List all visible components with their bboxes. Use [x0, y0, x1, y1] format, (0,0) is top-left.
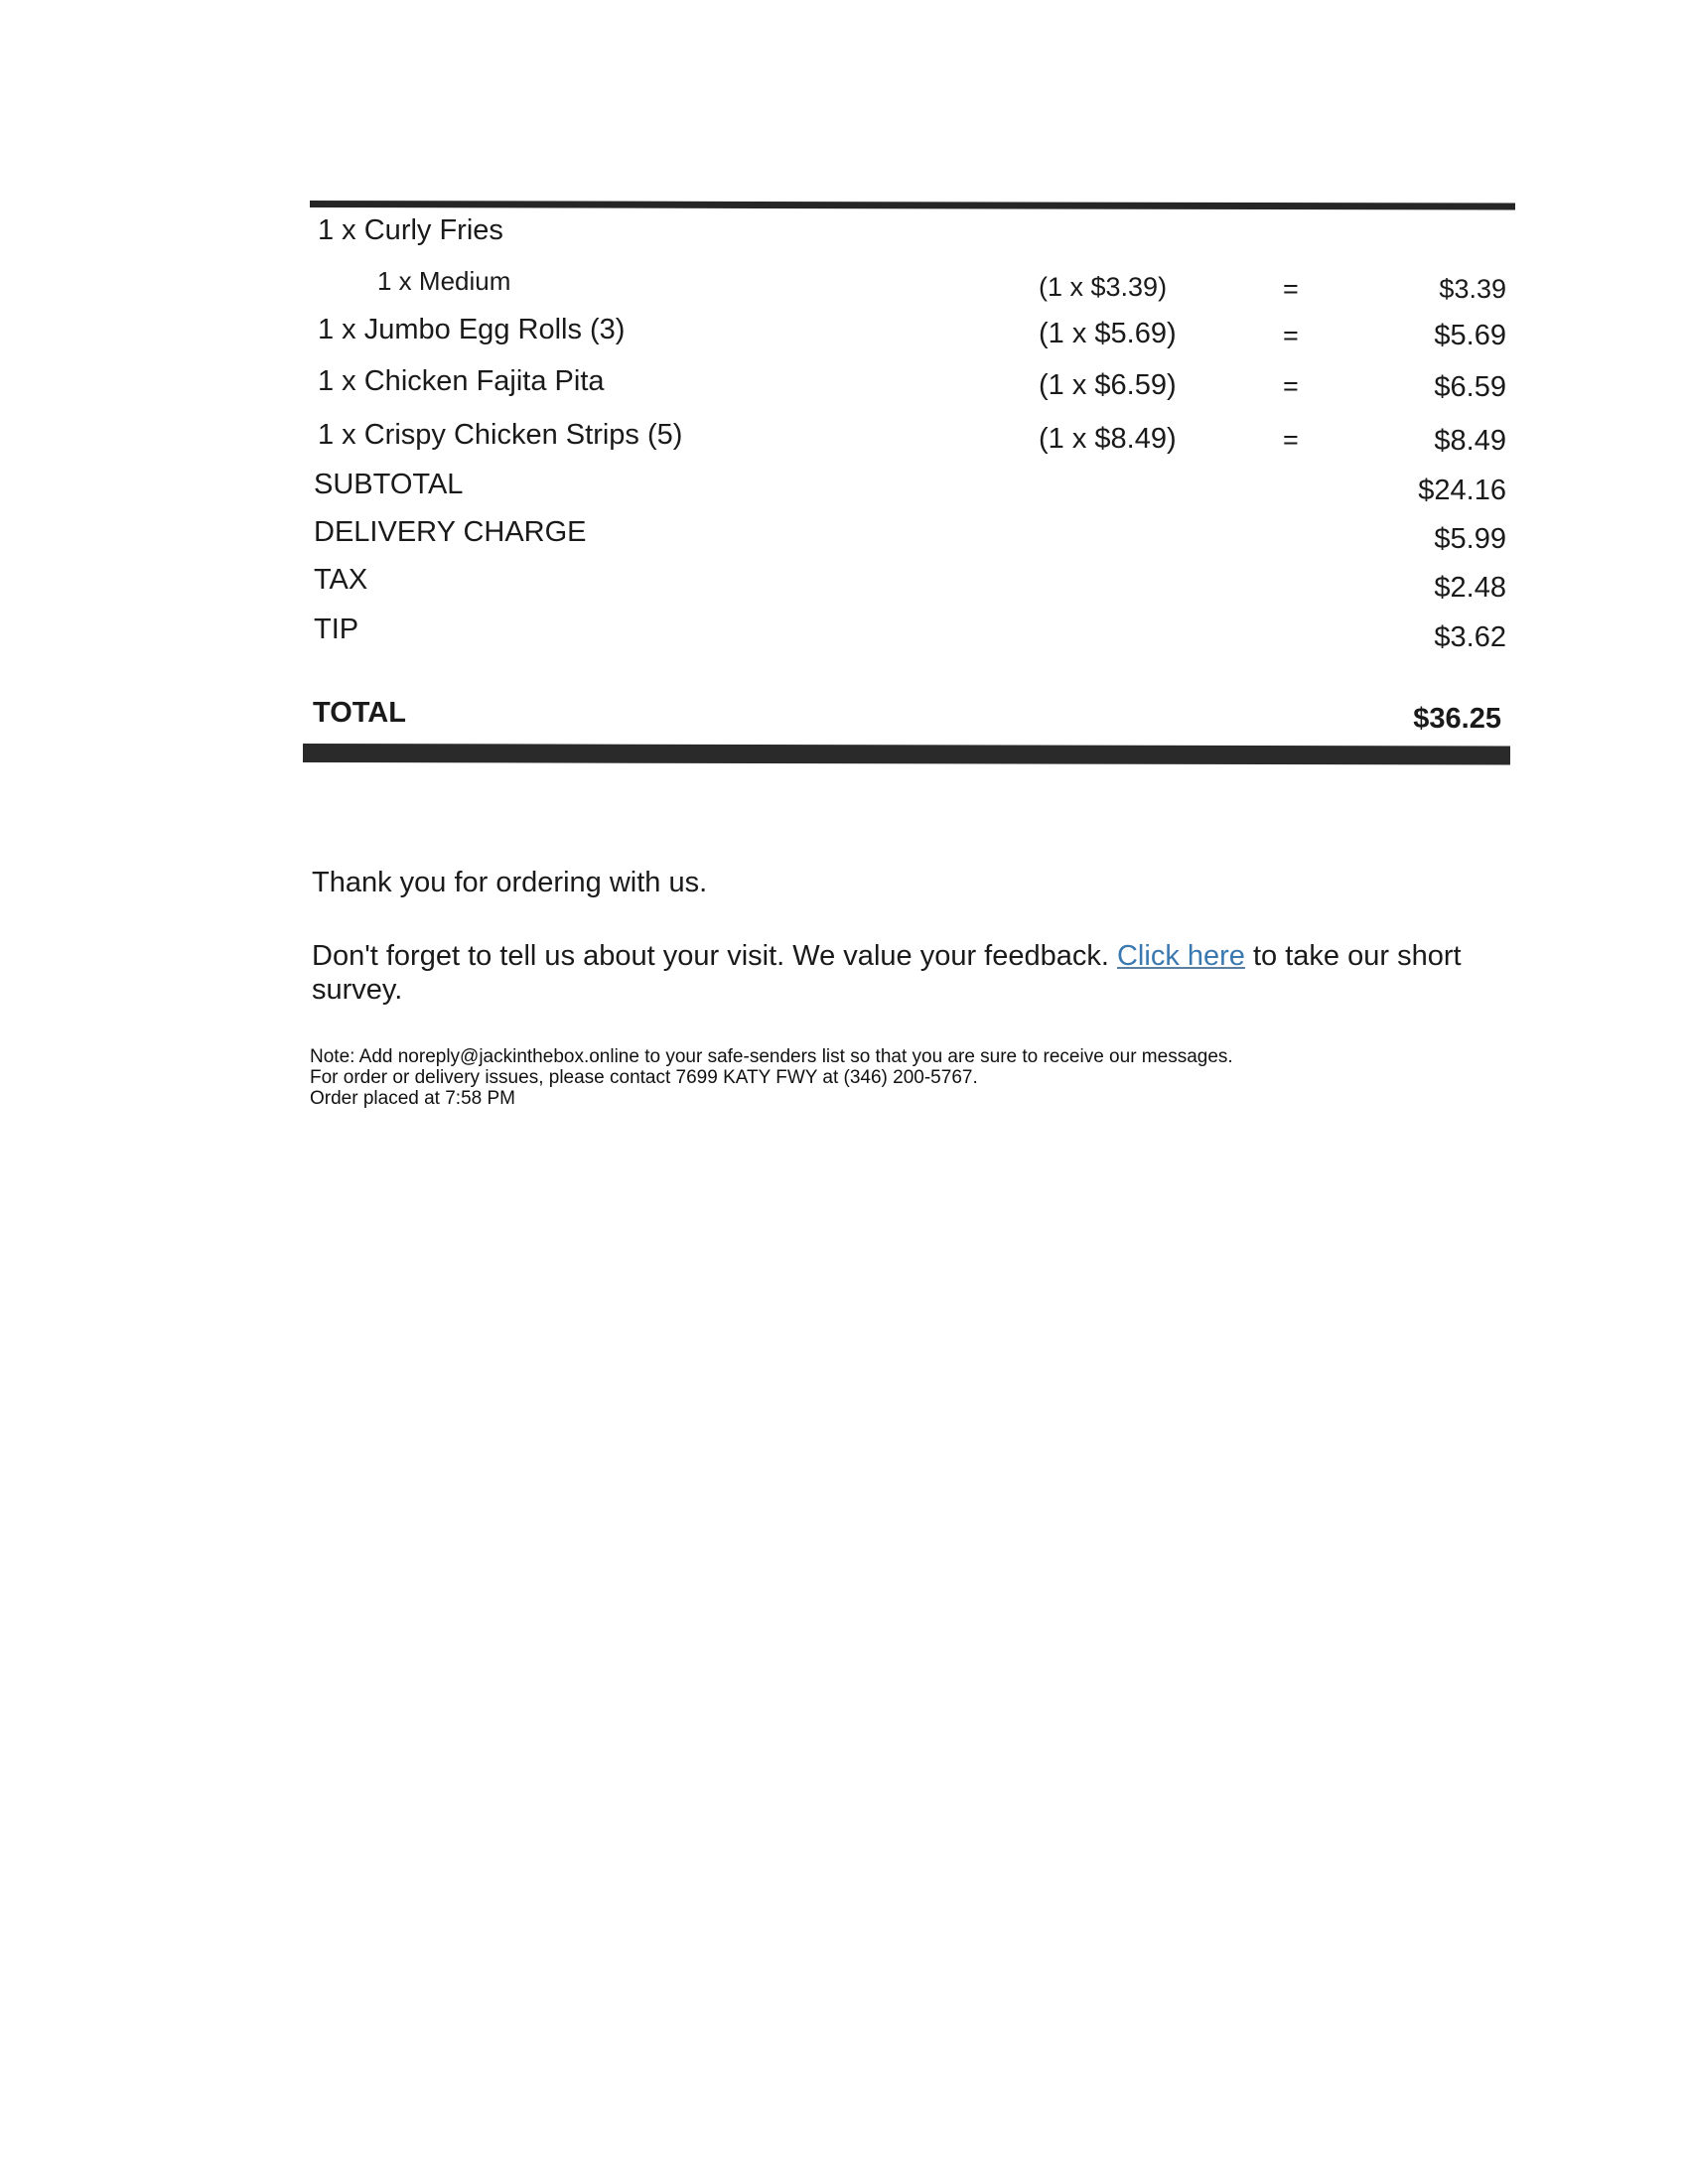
line-item-jumbo-egg-rolls: [0, 314, 1688, 353]
summary-tax: [0, 564, 1688, 604]
item-unit-price: (1 x $6.59): [1039, 369, 1177, 401]
summary-total: [0, 697, 1688, 737]
line-item-crispy-chicken-strips: [0, 419, 1688, 459]
receipt-bottom-rule: [303, 744, 1510, 765]
summary-tip: [0, 614, 1688, 653]
subtotal-label: SUBTOTAL: [314, 469, 464, 500]
delivery-charge-amount: $5.99: [1434, 523, 1506, 555]
total-amount: $36.25: [1413, 703, 1501, 735]
line-item-curly-fries: [0, 214, 1688, 254]
safe-senders-note: Note: Add noreply@jackinthebox.online to your safe-senders list so that you are sure to receive our messages.: [310, 1046, 1233, 1067]
item-unit-price: (1 x $3.39): [1039, 272, 1168, 302]
item-amount: $5.69: [1434, 320, 1506, 351]
tip-amount: $3.62: [1434, 621, 1506, 653]
item-equals: =: [1283, 425, 1299, 455]
item-equals: =: [1283, 274, 1299, 304]
item-equals: =: [1283, 321, 1299, 350]
line-item-medium: [0, 266, 1688, 306]
total-label: TOTAL: [313, 697, 406, 729]
feedback-text-before: Don't forget to tell us about your visit. We value your feedback.: [312, 940, 1117, 972]
item-equals: =: [1283, 371, 1299, 401]
thank-you-message: Thank you for ordering with us.: [312, 867, 708, 898]
order-time-note: Order placed at 7:58 PM: [310, 1088, 515, 1109]
delivery-charge-label: DELIVERY CHARGE: [314, 516, 587, 548]
receipt-top-rule: [310, 201, 1515, 210]
line-item-chicken-fajita-pita: [0, 365, 1688, 405]
item-amount: $3.39: [1439, 274, 1506, 304]
subtotal-amount: $24.16: [1418, 475, 1506, 506]
summary-subtotal: [0, 469, 1688, 508]
feedback-message: [312, 939, 1543, 1007]
item-unit-price: (1 x $8.49): [1039, 423, 1177, 455]
survey-link[interactable]: Click here: [1116, 940, 1245, 972]
tax-label: TAX: [314, 564, 368, 596]
item-name: 1 x Medium: [377, 266, 511, 296]
item-name: 1 x Curly Fries: [318, 214, 503, 246]
item-amount: $8.49: [1434, 425, 1506, 457]
item-name: 1 x Jumbo Egg Rolls (3): [318, 314, 626, 345]
tip-label: TIP: [314, 614, 359, 645]
summary-delivery-charge: [0, 516, 1688, 556]
item-name: 1 x Crispy Chicken Strips (5): [318, 419, 683, 451]
feedback-text-after: to take our short survey.: [312, 940, 1462, 1006]
item-unit-price: (1 x $5.69): [1039, 318, 1177, 349]
contact-note: For order or delivery issues, please contact 7699 KATY FWY at (346) 200-5767.: [310, 1067, 978, 1088]
item-name: 1 x Chicken Fajita Pita: [318, 365, 605, 397]
item-amount: $6.59: [1434, 371, 1506, 403]
tax-amount: $2.48: [1434, 572, 1506, 604]
